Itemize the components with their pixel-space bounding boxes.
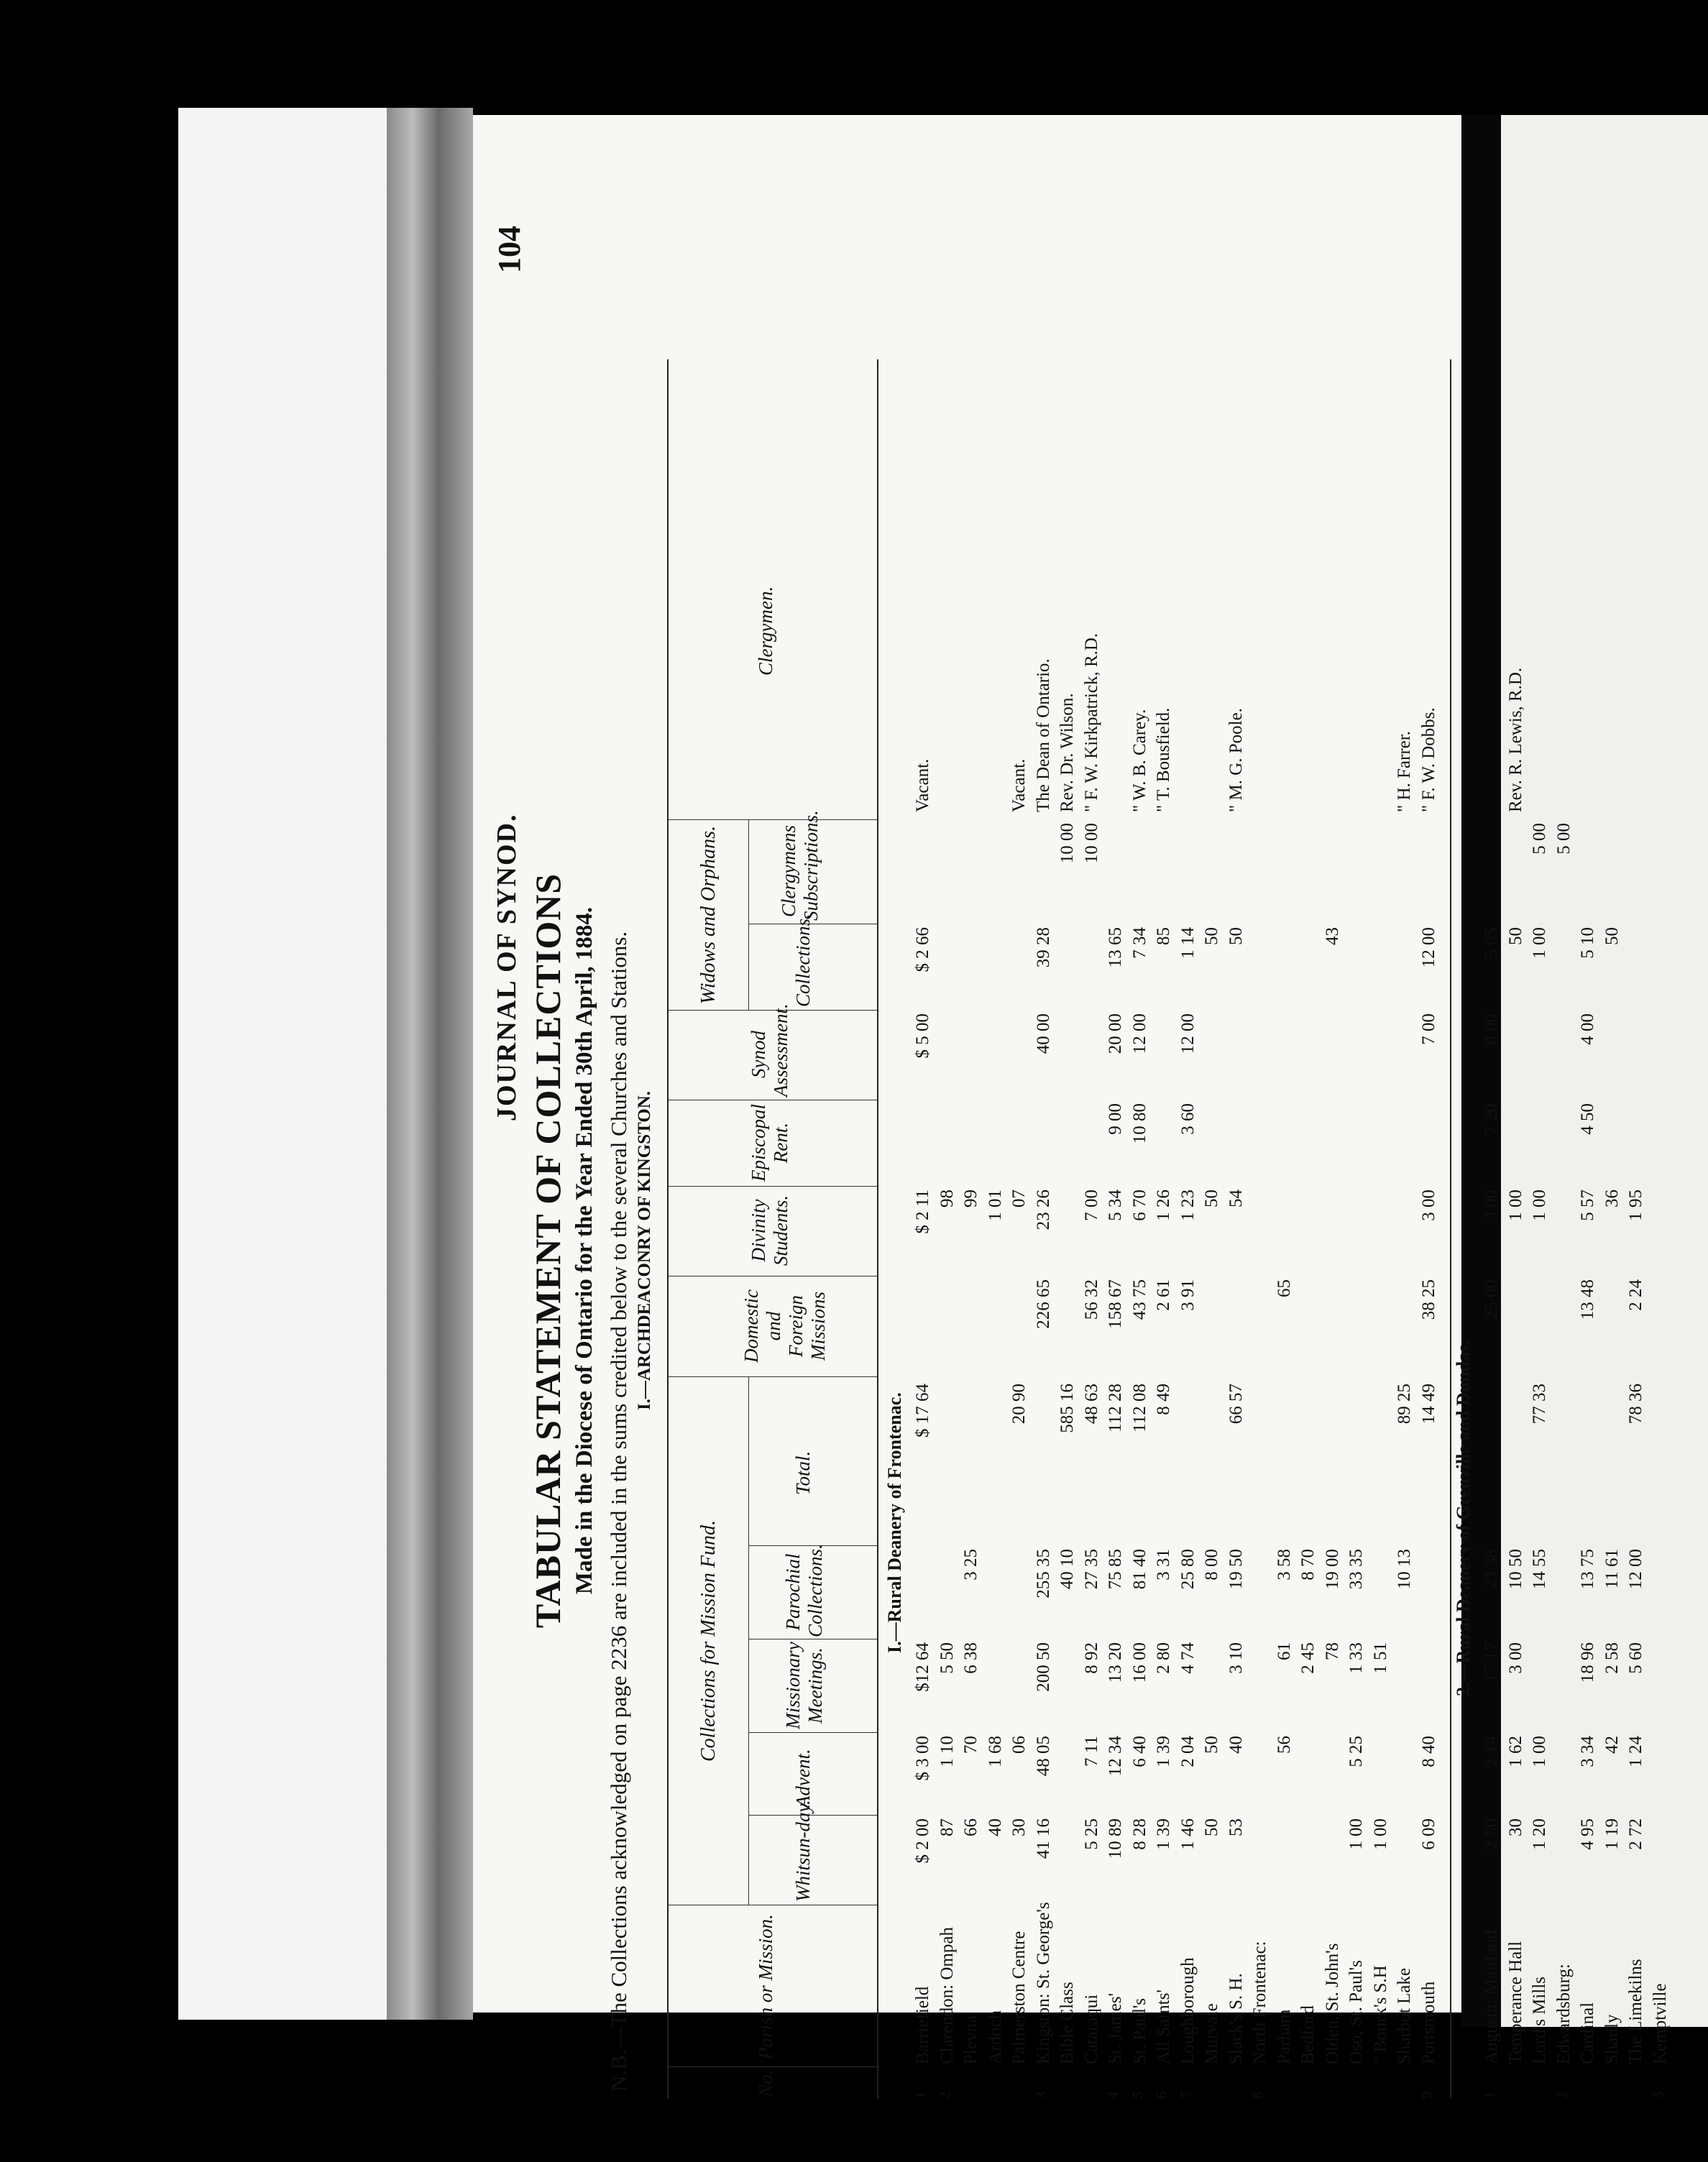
cell-divinity: 98 [937,1190,957,1208]
cell-parish: Shanly [1602,2014,1622,2064]
table-row [986,359,1010,2099]
cell-whitsunday: 1 19 [1602,1818,1622,1850]
cell-parish: Clarendon: Ompah [937,1927,957,2064]
page-subtitle: Made in the Diocese of Ontario for the Year Ended 30th April, 1884. [571,906,597,1595]
cell-parish: Oso, St. Paul's [1346,1960,1366,2064]
cell-meetings: 200 50 [1033,1642,1053,1692]
cell-parochial: 8 70 [1298,1549,1318,1581]
cell-episcopal: 3 60 [1177,1103,1198,1135]
cell-collections: 50 [1226,927,1246,945]
header-parish: Parish or Mission. [669,1905,877,2066]
cell-parish: Slack's S. H. [1226,1973,1246,2064]
cell-meetings: 78 [1322,1642,1342,1660]
cell-synod: 20 00 [1106,1013,1125,1054]
rotated-page-content [491,226,1670,2113]
cell-meetings: 18 96 [1578,1642,1597,1683]
cell-no: 1 [913,2092,929,2099]
cell-advent: 06 [1009,1736,1029,1754]
cell-parochial: 10 50 [1505,1549,1525,1590]
cell-domestic-foreign: 38 25 [1418,1279,1438,1320]
cell-clergyman: Vacant. [1009,758,1029,812]
cell-parochial: 23 35 [1482,1549,1501,1590]
book-edge [178,108,387,2020]
cell-no: 5 [1129,2092,1146,2099]
table-row [1346,359,1371,2099]
cell-domestic-foreign: 65 [1274,1279,1294,1297]
note: N.B.—The Collections acknowledged on page 2236 are included in the sums credited below to the several Churches and Stations. [606,931,631,2092]
cell-advent: 56 [1274,1736,1294,1754]
cell-domestic-foreign: 13 48 [1578,1279,1597,1320]
cell-divinity: 23 26 [1033,1190,1053,1230]
header-divinity: Divinity Students. [669,1186,877,1276]
cell-domestic-foreign: 56 32 [1081,1279,1101,1320]
cell-parochial: 3 58 [1274,1549,1294,1581]
cell-advent: 40 [1226,1736,1246,1754]
table-row [1009,359,1034,2099]
cell-whitsunday: 4 95 [1578,1818,1597,1850]
header-clergymens-subscriptions: Clergymens Subscriptions. [749,819,877,924]
cell-parish: Bible Class [1057,1982,1077,2064]
cell-clergyman: " M. G. Poole. [1226,708,1246,812]
cell-advent: $ 3 00 [913,1736,932,1781]
cell-total: 14 49 [1418,1384,1438,1425]
cell-episcopal: 10 80 [1129,1103,1149,1144]
table-row [1419,359,1443,2099]
table-row [937,359,962,2099]
section-divider [1450,359,1451,2099]
cell-parochial: 255 35 [1033,1549,1053,1598]
cell-whitsunday: 50 [1202,1818,1221,1836]
cell-total: 20 90 [1009,1384,1029,1425]
cell-domestic-foreign: 2 61 [1154,1279,1173,1311]
cell-whitsunday: 5 25 [1081,1818,1101,1850]
table-row [1154,359,1178,2099]
cell-meetings: 3 00 [1505,1642,1525,1674]
cell-total: 112 08 [1129,1384,1149,1432]
cell-domestic-foreign: 43 75 [1129,1279,1149,1320]
cell-divinity: 1 26 [1154,1190,1173,1221]
cell-domestic-foreign: 2 24 [1626,1279,1645,1311]
cell-whitsunday: 40 [985,1818,1005,1836]
cell-clergyman: " T. Bousfield. [1154,707,1173,812]
table-row [1130,359,1154,2099]
cell-synod: 8 00 [1482,1013,1501,1045]
cell-parochial: 19 50 [1226,1549,1246,1590]
cell-meetings: 17 17 [1482,1642,1501,1683]
cell-parochial: 40 10 [1057,1549,1077,1590]
table-row [1226,359,1251,2099]
cell-total: 48 63 [1081,1384,1101,1425]
cell-advent: 1 68 [985,1736,1005,1767]
header-collections: Collections. [749,924,877,1010]
cell-collections: 1 14 [1177,927,1198,959]
cell-whitsunday: 2 50 [1482,1818,1501,1850]
cell-whitsunday: 53 [1226,1818,1246,1836]
cell-meetings: 2 80 [1154,1642,1173,1674]
header-widows-orphans: Widows and Orphans. [669,819,749,1010]
cell-parochial: 12 00 [1626,1549,1645,1590]
table-row [1034,359,1058,2099]
cell-divinity: 99 [961,1190,981,1208]
cell-whitsunday: 66 [961,1818,981,1836]
cell-divinity: 07 [1009,1190,1029,1208]
cell-parish: Murvale [1202,2003,1221,2064]
cell-collections: $ 2 66 [913,927,932,972]
cell-no: 9 [1418,2092,1435,2099]
cell-parochial: 14 55 [1530,1549,1549,1590]
cell-clergyman: The Dean of Ontario. [1033,658,1053,812]
cell-clergyman: Rev. R. Lewis, R.D. [1505,667,1525,812]
page-title: TABULAR STATEMENT OF COLLECTIONS [528,873,568,1629]
cell-meetings: 8 92 [1081,1642,1101,1674]
table-row [1578,359,1602,2099]
header-advent: Advent. [749,1732,877,1815]
cell-clergymens: 10 00 [1057,823,1077,864]
cell-collections: 50 [1602,927,1622,945]
cell-whitsunday: 1 20 [1530,1818,1549,1850]
page-number: 104 [492,226,527,273]
cell-parish: Kemptville [1650,1983,1670,2064]
cell-divinity: 1 00 [1505,1190,1525,1221]
table-row [1482,359,1506,2099]
cell-whitsunday: 1 39 [1154,1818,1173,1850]
cell-no: 3 [1650,2092,1666,2099]
table-row [1395,359,1419,2099]
cell-meetings: 61 [1274,1642,1294,1660]
cell-total: 8 49 [1154,1384,1173,1415]
cell-whitsunday: 2 72 [1626,1818,1645,1850]
cell-meetings: 2 45 [1298,1642,1318,1674]
cell-divinity: 3 00 [1418,1190,1438,1221]
cell-parish: Temperance Hall [1505,1941,1525,2064]
table-row [913,359,937,2099]
cell-whitsunday: 10 89 [1106,1818,1125,1859]
cell-divinity: 7 00 [1081,1190,1101,1221]
table-row [1057,359,1082,2099]
cell-meetings: 3 10 [1226,1642,1246,1674]
cell-synod: 4 00 [1578,1013,1597,1045]
cell-episcopal: 7 20 [1482,1103,1501,1135]
cell-domestic-foreign: 3 91 [1177,1279,1198,1311]
cell-parish: Palmerston Centre [1009,1931,1029,2064]
deanery-heading: I.—Rural Deanery of Frontenac. [884,1392,905,1653]
cell-whitsunday: 6 09 [1418,1818,1438,1850]
cell-collections: 5 65 [1482,927,1501,959]
cell-clergymens: 10 00 [1081,823,1101,864]
cell-meetings: 13 20 [1106,1642,1125,1683]
cell-advent: 42 [1602,1736,1622,1754]
cell-meetings: 2 58 [1602,1642,1622,1674]
cell-collections: 43 [1322,927,1342,945]
cell-divinity: 1 01 [985,1190,1005,1221]
cell-no: 8 [1250,2092,1266,2099]
header-clergymen: Clergymen. [755,586,776,676]
page-gutter [387,108,473,2020]
cell-parish: Portsmouth [1418,1981,1438,2064]
cell-collections: 50 [1505,927,1525,945]
cell-domestic-foreign: 25 00 [1482,1279,1501,1320]
collections-table [667,359,1670,2099]
cell-parochial: 13 75 [1578,1549,1597,1590]
cell-parochial: 3 31 [1154,1549,1173,1581]
cell-parish: Plevna [961,2015,981,2064]
cell-parish: Cardinal [1578,2002,1597,2064]
cell-synod: 7 00 [1418,1013,1438,1045]
cell-total: 77 33 [1530,1384,1549,1425]
cell-parochial: 10 13 [1395,1549,1414,1590]
cell-meetings: 16 00 [1129,1642,1149,1683]
header-domestic-foreign: Domestic and Foreign Missions [669,1276,877,1376]
table-row [1602,359,1627,2099]
cell-parochial: 33 35 [1346,1549,1366,1590]
cell-parish: Loughborough [1177,1957,1198,2064]
cell-total: 89 25 [1395,1384,1414,1425]
table-row [961,359,986,2099]
cell-no: 2 [1553,2092,1570,2099]
header-no: No. [669,2066,877,2099]
cell-no: 1 [1482,2092,1497,2099]
cell-whitsunday: $ 2 00 [913,1818,932,1864]
cell-parish: Barriefield [913,1986,932,2064]
cell-no: 4 [1106,2092,1121,2099]
cell-meetings: 4 74 [1177,1642,1198,1674]
cell-meetings: 5 50 [937,1642,957,1674]
cell-parish: Parham [1274,2009,1294,2064]
cell-synod: 40 00 [1033,1013,1053,1054]
header-whitsunday: Whitsun-day. [749,1815,877,1905]
cell-advent: 1 00 [1530,1736,1549,1767]
cell-total: 78 36 [1626,1384,1645,1425]
cell-meetings: 1 33 [1346,1642,1366,1674]
running-head: JOURNAL OF SYNOD. [492,813,522,1121]
cell-parochial: 19 00 [1322,1549,1342,1590]
cell-parish: Ardoch [985,2010,1005,2064]
cell-advent: 1 10 [937,1736,957,1767]
table-row [1298,359,1323,2099]
cell-collections: 7 34 [1129,927,1149,959]
cell-advent: 1 62 [1505,1736,1525,1767]
cell-parish: Lord's Mills [1530,1977,1549,2064]
cell-advent: 12 34 [1106,1736,1125,1777]
table-row [1250,359,1275,2099]
cell-synod: 12 00 [1177,1013,1198,1054]
table-row [1323,359,1347,2099]
cell-collections: 50 [1202,927,1221,945]
cell-parochial: 11 61 [1602,1549,1622,1589]
cell-divinity: 36 [1602,1190,1622,1208]
table-row [1650,359,1675,2099]
cell-clergyman: " F. W. Dobbs. [1418,707,1438,812]
cell-divinity: 54 [1226,1190,1246,1208]
table-header [669,359,878,2099]
cell-collections: 85 [1154,927,1173,945]
cell-parochial: 75 85 [1106,1549,1125,1590]
cell-whitsunday: 1 00 [1346,1818,1366,1850]
cell-parish: St. James' [1106,1993,1125,2064]
cell-clergyman: Vacant. [913,758,932,812]
cell-parochial: 3 25 [961,1549,981,1581]
cell-no: 6 [1154,2092,1170,2099]
cell-divinity: 1 23 [1177,1190,1198,1221]
cell-collections: 1 00 [1530,927,1549,959]
cell-divinity: 5 57 [1578,1190,1597,1221]
header-episcopal: Episcopal Rent. [669,1100,877,1186]
cell-synod: $ 5 00 [913,1013,932,1059]
cell-divinity: 50 [1202,1190,1221,1208]
archdeaconry-heading: I.—ARCHDEACONRY OF KINGSTON. [635,1090,654,1411]
table-row [1106,359,1130,2099]
cell-parish: Cataraqui [1081,1994,1101,2064]
cell-divinity: 3 00 [1482,1190,1501,1221]
cell-divinity: 5 34 [1106,1190,1125,1221]
cell-total: 112 28 [1106,1384,1125,1432]
cell-total: 585 16 [1057,1384,1077,1433]
cell-parish: Augusta: Maitland [1482,1930,1501,2064]
cell-total: $ 17 64 [913,1384,932,1438]
cell-domestic-foreign: 226 65 [1033,1279,1053,1329]
cell-meetings: 1 51 [1370,1642,1390,1674]
table-row [1626,359,1650,2099]
cell-collections: 39 28 [1033,927,1053,968]
cell-total: 66 57 [1226,1384,1246,1425]
cell-parish: The Limekilns [1626,1959,1645,2064]
cell-whitsunday: 87 [937,1818,957,1836]
cell-clergyman: " H. Farrer. [1395,731,1414,812]
cell-parochial: 25 80 [1177,1549,1198,1590]
cell-advent: 6 40 [1129,1736,1149,1767]
cell-no: 7 [1177,2092,1194,2099]
cell-parish: All Saints' [1154,1990,1173,2064]
cell-meetings: 6 38 [961,1642,981,1674]
cell-collections: 13 65 [1106,927,1125,968]
cell-parish: St. Paul's [1129,1997,1149,2064]
cell-parish: Kingston: St. George's [1033,1902,1053,2064]
cell-advent: 7 11 [1081,1736,1101,1767]
cell-whitsunday: 1 46 [1177,1818,1198,1850]
cell-parish: Sharbot Lake [1395,1968,1414,2064]
cell-parish: Edwardsburg: [1553,1964,1574,2064]
cell-synod: 12 00 [1129,1013,1149,1054]
cell-advent: 50 [1202,1736,1221,1754]
table-row [1275,359,1299,2099]
cell-advent: 48 05 [1033,1736,1053,1777]
cell-no: 2 [937,2092,953,2099]
cell-divinity: 1 95 [1626,1190,1645,1221]
cell-parish: North Frontenac: [1250,1941,1269,2064]
cell-advent: 2 04 [1177,1736,1198,1767]
table-row [1506,359,1530,2099]
cell-clergymens: 5 00 [1530,823,1549,855]
cell-divinity: $ 2 11 [913,1190,932,1234]
cell-parish: Bedford [1298,2005,1318,2064]
cell-parochial: 81 40 [1129,1549,1149,1590]
cell-advent: 3 34 [1578,1736,1597,1767]
deanery-heading: 2.—Rural Deanery of Grenville and Dundas. [1453,1340,1474,1696]
table-row [1082,359,1106,2099]
header-synod: Synod Assessment. [669,1010,877,1100]
table-row [1178,359,1203,2099]
cell-clergyman: Rev. Dr. Wilson. [1057,693,1077,812]
cell-collections: 12 00 [1418,927,1438,968]
cell-advent: 2 14 [1482,1736,1501,1767]
table-row [1202,359,1226,2099]
cell-episcopal: 4 50 [1578,1103,1597,1135]
header-parochial: Parochial Collections. [749,1545,877,1639]
cell-parochial: 8 00 [1202,1549,1221,1581]
cell-meetings: 5 60 [1626,1642,1645,1674]
cell-episcopal: 9 00 [1106,1103,1125,1135]
cell-whitsunday: 30 [1009,1818,1029,1836]
header-missionary-meetings: Missionary Meetings. [749,1639,877,1732]
cell-advent: 5 25 [1346,1736,1366,1767]
cell-clergyman: " W. B. Carey. [1129,709,1149,812]
cell-divinity: 1 00 [1530,1190,1549,1221]
cell-meetings: $12 64 [913,1642,932,1692]
header-total: Total. [749,1376,877,1545]
cell-advent: 70 [961,1736,981,1754]
table-row [1554,359,1579,2099]
cell-divinity: 6 70 [1129,1190,1149,1221]
cell-clergyman: " F. W. Kirkpatrick, R.D. [1081,632,1101,812]
table-row [1371,359,1395,2099]
cell-clergymens: 5 00 [1553,823,1574,855]
header-mission-fund: Collections for Mission Fund. [669,1376,749,1905]
cell-no: 3 [1033,2092,1050,2099]
cell-whitsunday: 30 [1505,1818,1525,1836]
cell-advent: 1 24 [1626,1736,1645,1767]
cell-parochial: 27 35 [1081,1549,1101,1590]
cell-whitsunday: 41 16 [1033,1818,1053,1859]
cell-collections: 5 10 [1578,927,1597,959]
table-row [1530,359,1554,2099]
cell-advent: 8 40 [1418,1736,1438,1767]
cell-parish: " Bourk's S.H [1370,1965,1390,2064]
cell-advent: 1 39 [1154,1736,1173,1767]
cell-whitsunday: 8 28 [1129,1818,1149,1850]
cell-domestic-foreign: 158 67 [1106,1279,1125,1329]
cell-parish: Olden, St. John's [1322,1943,1342,2064]
cell-whitsunday: 1 00 [1370,1818,1390,1850]
